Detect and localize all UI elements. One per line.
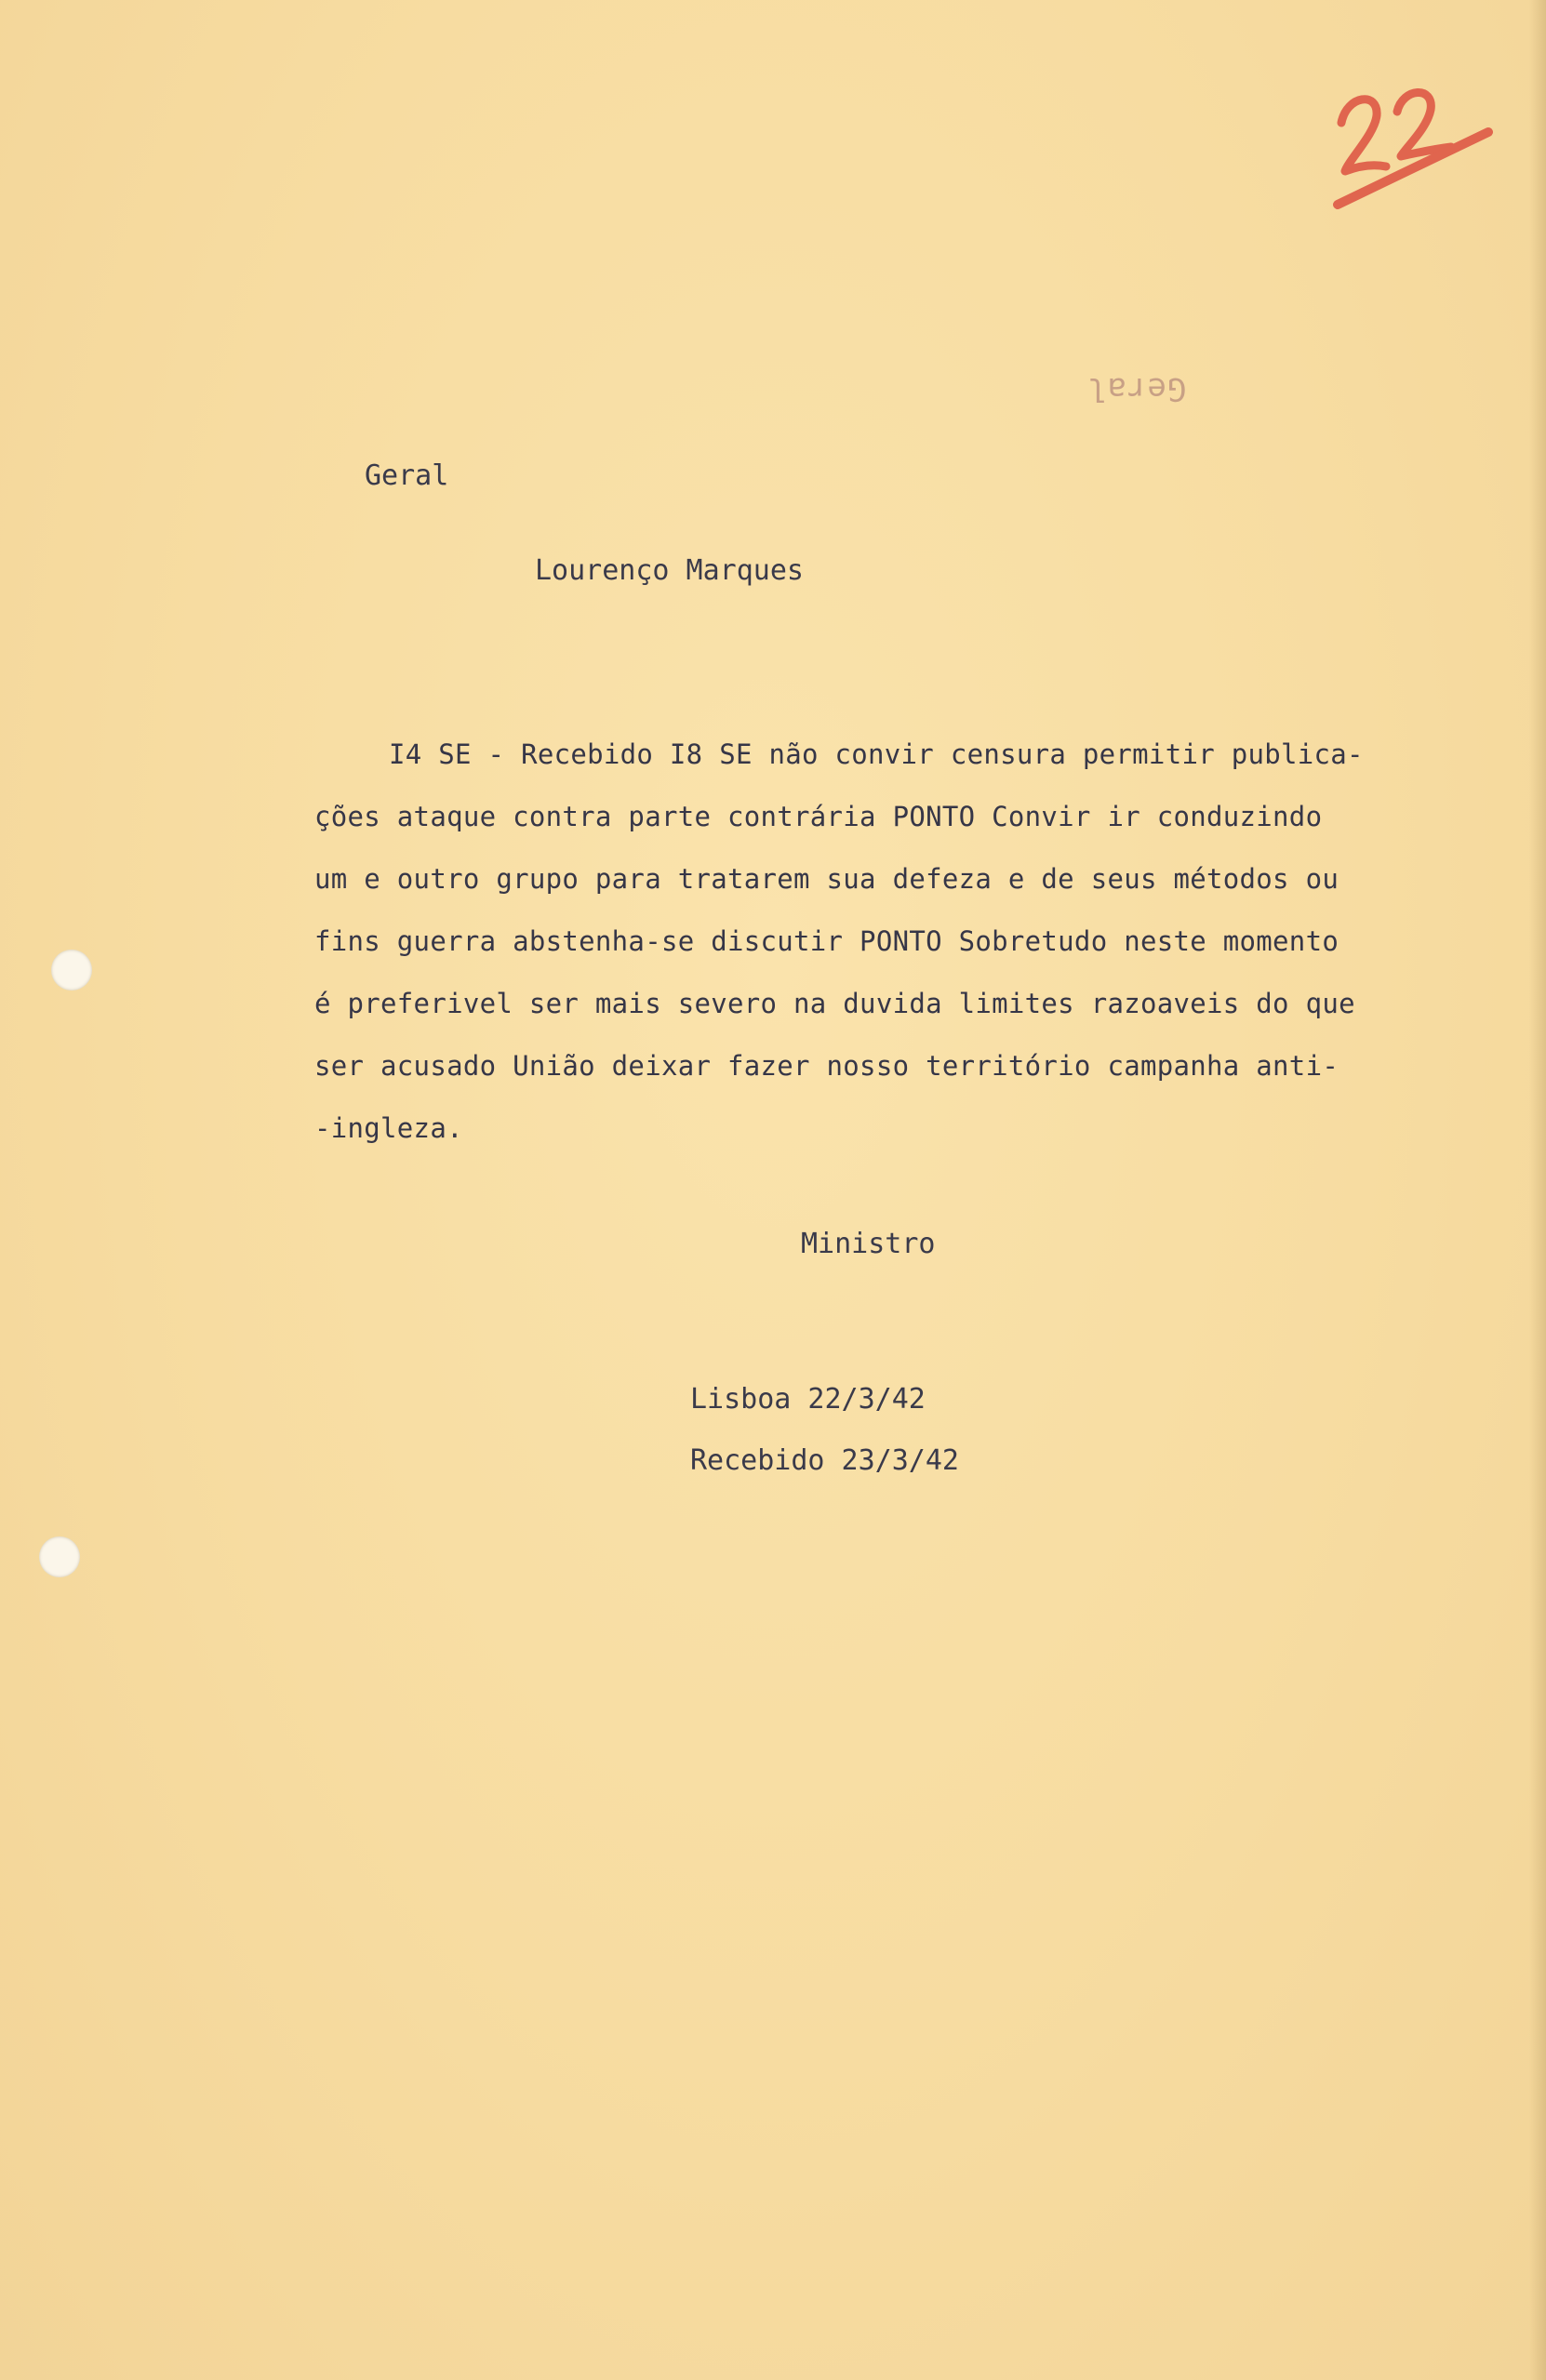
body-line: I4 SE - Recebido I8 SE não convir censura permitir publica- <box>389 738 1364 770</box>
category-heading: Geral <box>365 459 449 492</box>
destination-heading: Lourenço Marques <box>535 554 804 587</box>
signature: Ministro <box>801 1228 936 1260</box>
message-body <box>314 729 1496 1165</box>
faint-stamp-mark: Geral <box>1086 370 1187 407</box>
body-line: um e outro grupo para tratarem sua defeza e de seus métodos ou <box>314 863 1339 895</box>
body-line: fins guerra abstenha-se discutir PONTO Sobretudo neste momento <box>314 925 1339 957</box>
received-date: Recebido 23/3/42 <box>690 1444 959 1477</box>
punch-hole-top <box>51 950 92 991</box>
punch-hole-bottom <box>39 1536 80 1577</box>
body-line: ções ataque contra parte contrária PONTO Convir ir conduzindo <box>314 801 1323 832</box>
body-line: ser acusado União deixar fazer nosso território campanha anti- <box>314 1050 1339 1082</box>
handwritten-page-number <box>1321 74 1507 214</box>
sent-date: Lisboa 22/3/42 <box>690 1383 926 1416</box>
body-line: -ingleza. <box>314 1112 463 1144</box>
page-edge-shadow <box>1529 0 1546 2380</box>
body-line: é preferivel ser mais severo na duvida limites razoaveis do que <box>314 988 1355 1019</box>
